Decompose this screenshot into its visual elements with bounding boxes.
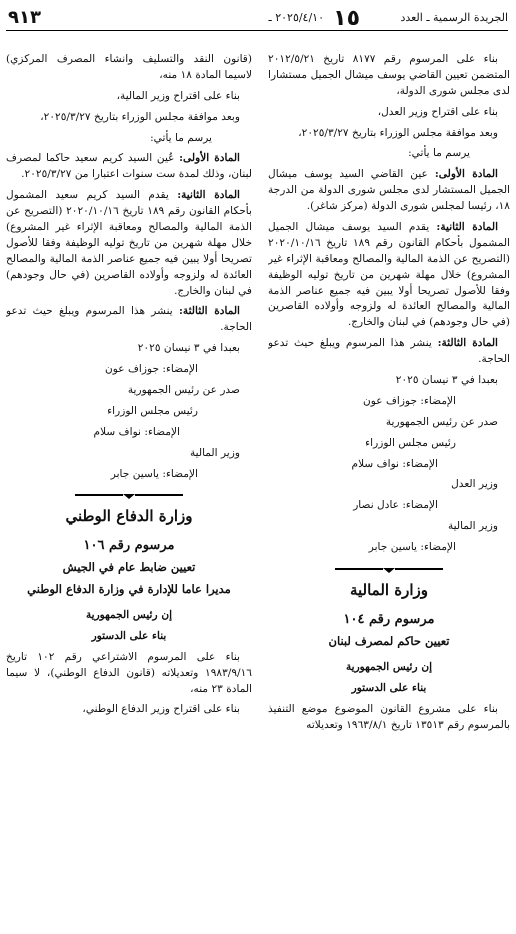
place-date: بعبدا في ٣ نيسان ٢٠٢٥ — [395, 374, 498, 387]
finance-minister-title: وزير المالية — [189, 446, 240, 459]
article-label: المادة الأولى: — [434, 168, 498, 181]
ministry-heading: وزارة المالية — [349, 581, 429, 600]
paragraph: يرسم ما يأتي: — [408, 147, 470, 160]
constitution-line: بناء على الدستور — [91, 629, 167, 642]
decree-subject: تعيين حاكم لمصرف لبنان — [328, 634, 450, 649]
article-3 — [268, 336, 510, 368]
paragraph: (قانون النقد والتسليف وانشاء المصرف المركزي) لاسيما المادة ١٨ منه، — [6, 53, 252, 81]
section-divider — [6, 490, 252, 499]
justice-minister-title: وزير العدل — [451, 478, 498, 491]
article-text: يقدم السيد يوسف ميشال الجميل المشمول بأحكام القانون رقم ١٨٩ تاريخ ٢٠٢٠/١٠/١٦ (التصريح عن الذمة المالية والمصالح ومعاقبة الإثراء غير المشروع) خلال مهلة شهرين من تاريخ توليه الوظيفة وفقا للأصول تصريحا أولا يبين فيه جميع عناصر الذمة المالية والمصالح العائدة له ولزوجه وأولاده القاصرين (في حال وجودهم) في لبنان والخارج. — [268, 221, 510, 329]
article-text: ينشر هذا المرسوم ويبلغ حيث تدعو الحاجة. — [6, 305, 252, 334]
signature-finance: الإمضاء: ياسين جابر — [110, 467, 198, 480]
signature-finance: الإمضاء: ياسين جابر — [368, 541, 456, 554]
finance-minister-title: وزير المالية — [447, 520, 498, 533]
article-label: المادة الأولى: — [179, 152, 240, 165]
article-3 — [6, 304, 252, 336]
president-line: إن رئيس الجمهورية — [85, 608, 173, 621]
paragraph: وبعد موافقة مجلس الوزراء بتاريخ ٢٠٢٥/٣/٢٧، — [40, 110, 240, 123]
president-line: إن رئيس الجمهورية — [345, 661, 433, 674]
paragraph: بناء على المرسوم الاشتراعي رقم ١٠٢ تاريخ ١٩٨٣/٩/١٦ وتعديلاته (قانون الدفاع الوطني)، لا سيما المادة ٢٣ منه، — [6, 650, 252, 695]
paragraph: بناء على اقتراح وزير العدل، — [377, 105, 498, 118]
paragraph: يرسم ما يأتي: — [150, 131, 212, 144]
article-label: المادة الثانية: — [177, 189, 241, 202]
section-divider — [268, 564, 510, 573]
place-date: بعبدا في ٣ نيسان ٢٠٢٥ — [137, 342, 240, 355]
issued-by: صدر عن رئيس الجمهورية — [385, 415, 498, 428]
pm-title: رئيس مجلس الوزراء — [365, 436, 456, 449]
article-1 — [6, 151, 252, 183]
article-text: عُين السيد كريم سعيد حاكما لمصرف لبنان، وذلك لمدة ست سنوات اعتبارا من ٢٠٢٥/٣/٢٧. — [6, 152, 252, 181]
article-text: ينشر هذا المرسوم ويبلغ حيث تدعو الحاجة. — [268, 337, 510, 366]
pm-title: رئيس مجلس الوزراء — [107, 404, 198, 417]
constitution-line: بناء على الدستور — [351, 682, 427, 695]
left-column — [6, 52, 252, 934]
article-label: المادة الثالثة: — [179, 305, 240, 318]
signature-pm: الإمضاء: نواف سلام — [93, 425, 180, 438]
article-text: يقدم السيد كريم سعيد المشمول بأحكام القانون رقم ١٨٩ تاريخ ٢٠٢٠/١٠/١٦ (التصريح عن الذمة المالية والمصالح ومعاقبة الإثراء غير المشروع) خلال مهلة شهرين من تاريخ توليه الوظيفة وفقا للأصول تصريحا أولا يبين فيه جميع عناصر الذمة المالية والمصالح العائدة له ولزوجه وأولاده القاصرين (في حال وجودهم) في لبنان والخارج. — [6, 189, 252, 297]
signature-president: الإمضاء: جوزاف عون — [105, 363, 198, 376]
decree-subject-line2: مديرا عاما للإدارة في وزارة الدفاع الوطني — [27, 581, 231, 596]
article-2 — [6, 188, 252, 299]
paragraph: بناء على اقتراح وزير الدفاع الوطني، — [82, 703, 240, 716]
signature-president: الإمضاء: جوزاف عون — [363, 394, 456, 407]
article-label: المادة الثالثة: — [437, 337, 499, 350]
paragraph: بناء على اقتراح وزير المالية، — [116, 89, 240, 102]
article-1 — [268, 167, 510, 215]
decree-number: مرسوم رقم ١٠٦ — [83, 537, 175, 553]
issued-by: صدر عن رئيس الجمهورية — [127, 384, 240, 397]
issue-date: ٢٠٢٥/٤/١٠ ـ — [268, 11, 324, 24]
decree-subject: تعيين ضابط عام في الجيش — [62, 560, 196, 575]
paragraph: بناء على المرسوم رقم ٨١٧٧ تاريخ ٢٠١٢/٥/٢١ المتضمن تعيين القاضي يوسف ميشال الجميل مستشارا لدى مجلس شورى الدولة، — [268, 53, 510, 97]
article-label: المادة الثانية: — [436, 221, 499, 234]
article-text: عين القاضي السيد يوسف ميشال الجميل المستشار لدى مجلس شورى الدولة من الدرجة ١٨، رئيسا لمجلس شورى الدولة (مركز شاغر). — [268, 168, 510, 213]
signature-pm: الإمضاء: نواف سلام — [351, 457, 438, 470]
paragraph: وبعد موافقة مجلس الوزراء بتاريخ ٢٠٢٥/٣/٢٧، — [298, 126, 498, 139]
article-2 — [268, 220, 510, 331]
decree-number: مرسوم رقم ١٠٤ — [343, 611, 435, 627]
page-number: ٩١٣ — [8, 7, 41, 28]
signature-justice: الإمضاء: عادل نصار — [353, 499, 438, 512]
issue-number: ١٥ — [333, 6, 360, 31]
ministry-heading: وزارة الدفاع الوطني — [65, 507, 193, 526]
paragraph: بناء على مشروع القانون الموضوع موضع التنفيذ بالمرسوم رقم ١٣٥١٣ تاريخ ١٩٦٣/٨/١ وتعديلاته — [268, 703, 510, 731]
page-header — [6, 8, 508, 31]
gazette-title: الجريدة الرسمية ـ العدد — [400, 11, 508, 24]
right-column — [268, 52, 510, 934]
